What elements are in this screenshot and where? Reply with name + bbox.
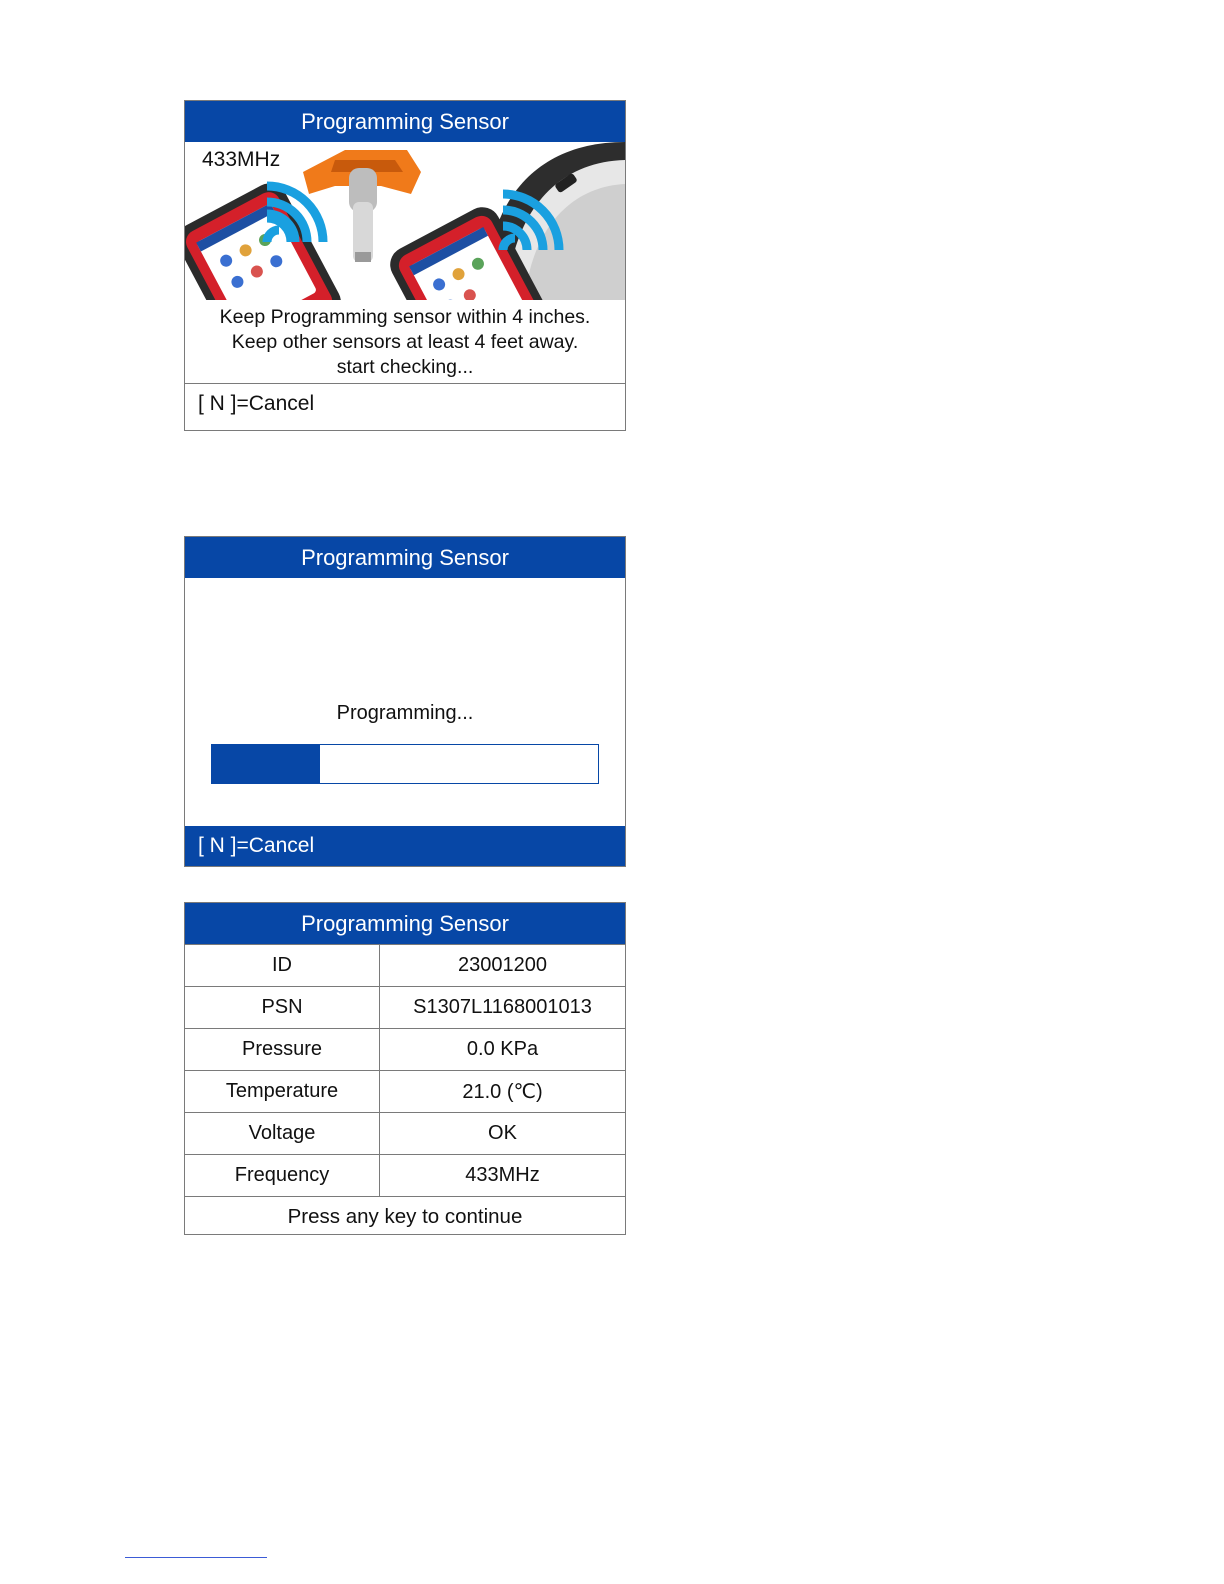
row-label: PSN [185, 987, 380, 1029]
progress-bar [211, 744, 599, 784]
row-label: Frequency [185, 1155, 380, 1197]
instruction-message [185, 300, 625, 384]
table-row [185, 1155, 625, 1197]
row-label: Voltage [185, 1113, 380, 1155]
screen-title: Programming Sensor [185, 903, 625, 944]
table-row [185, 987, 625, 1029]
table-row [185, 1071, 625, 1113]
row-value: S1307L1168001013 [380, 987, 626, 1029]
instruction-line: Keep Programming sensor within 4 inches. [219, 306, 591, 328]
continue-prompt[interactable]: Press any key to continue [185, 1196, 625, 1237]
cancel-button[interactable]: [ N ]=Cancel [198, 392, 315, 415]
divider-line [125, 1557, 267, 1558]
instruction-line: start checking... [336, 356, 474, 378]
row-label: Pressure [185, 1029, 380, 1071]
table-row [185, 945, 625, 987]
cancel-button[interactable]: [ N ]=Cancel [185, 826, 625, 866]
screen-title: Programming Sensor [185, 101, 625, 142]
progress-bar-fill [212, 745, 320, 783]
row-label: ID [185, 945, 380, 987]
screen-title: Programming Sensor [185, 537, 625, 578]
row-value: 433MHz [380, 1155, 626, 1197]
programming-sensor-screen-progress [184, 536, 626, 867]
table-row [185, 1113, 625, 1155]
sensor-illustration [185, 142, 625, 300]
sensor-info-table [185, 944, 625, 1196]
progress-body [185, 578, 625, 826]
row-value: 21.0 (℃) [380, 1071, 626, 1113]
instruction-line: Keep other sensors at least 4 feet away. [231, 331, 579, 353]
row-value: 0.0 KPa [380, 1029, 626, 1071]
programming-sensor-screen-start [184, 100, 626, 431]
row-label: Temperature [185, 1071, 380, 1113]
table-row [185, 1029, 625, 1071]
programming-status: Programming... [336, 702, 474, 724]
row-value: OK [380, 1113, 626, 1155]
programming-sensor-screen-result [184, 902, 626, 1235]
frequency-label: 433MHz [202, 148, 281, 171]
row-value: 23001200 [380, 945, 626, 987]
